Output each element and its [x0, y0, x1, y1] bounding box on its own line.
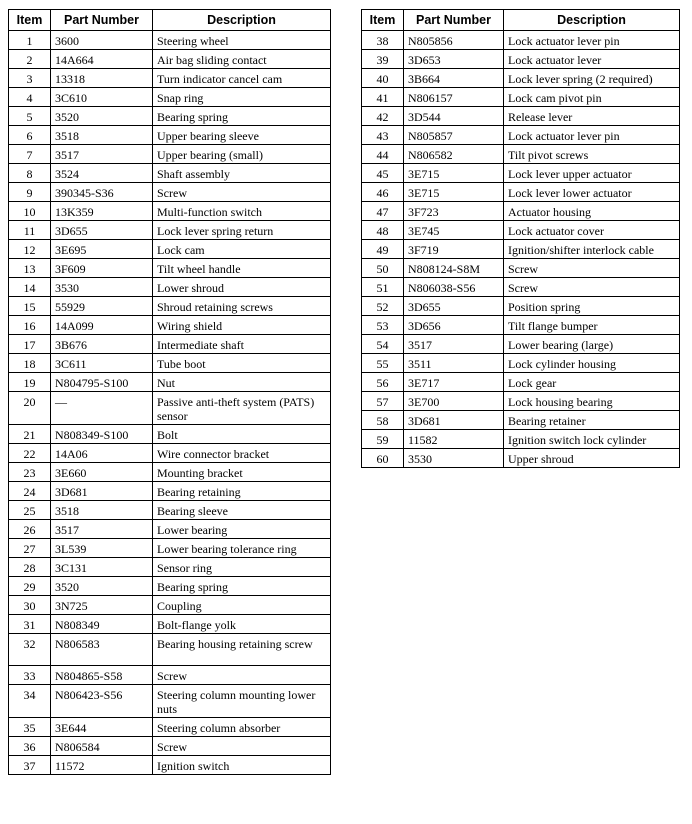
- item-number-cell: 37: [9, 756, 51, 775]
- header-description: Description: [153, 10, 331, 31]
- part-number-cell: 3E745: [404, 221, 504, 240]
- part-number-cell: N808124-S8M: [404, 259, 504, 278]
- description-cell: Lock cam pivot pin: [504, 88, 680, 107]
- item-number-cell: 49: [362, 240, 404, 259]
- description-cell: Intermediate shaft: [153, 335, 331, 354]
- part-number-cell: 13K359: [51, 202, 153, 221]
- description-cell: Lock actuator lever: [504, 50, 680, 69]
- part-number-cell: 3E695: [51, 240, 153, 259]
- part-number-cell: —: [51, 392, 153, 425]
- description-cell: Mounting bracket: [153, 463, 331, 482]
- parts-table-right: [361, 9, 680, 468]
- part-number-cell: 14A06: [51, 444, 153, 463]
- table-row: [9, 69, 331, 88]
- table-row: [362, 411, 680, 430]
- table-row: [362, 50, 680, 69]
- item-number-cell: 31: [9, 615, 51, 634]
- header-item: Item: [9, 10, 51, 31]
- table-row: [9, 335, 331, 354]
- table-row: [9, 425, 331, 444]
- description-cell: Wire connector bracket: [153, 444, 331, 463]
- description-cell: Screw: [153, 737, 331, 756]
- item-number-cell: 25: [9, 501, 51, 520]
- item-number-cell: 29: [9, 577, 51, 596]
- item-number-cell: 22: [9, 444, 51, 463]
- item-number-cell: 46: [362, 183, 404, 202]
- part-number-cell: 3D655: [404, 297, 504, 316]
- description-cell: Tilt wheel handle: [153, 259, 331, 278]
- part-number-cell: 3D656: [404, 316, 504, 335]
- description-cell: Passive anti-theft system (PATS) sensor: [153, 392, 331, 425]
- description-cell: Ignition switch lock cylinder: [504, 430, 680, 449]
- item-number-cell: 34: [9, 685, 51, 718]
- table-row: [9, 634, 331, 666]
- part-number-cell: 11572: [51, 756, 153, 775]
- part-number-cell: 3C131: [51, 558, 153, 577]
- part-number-cell: 14A664: [51, 50, 153, 69]
- description-cell: Lock actuator lever pin: [504, 126, 680, 145]
- part-number-cell: 3517: [51, 145, 153, 164]
- description-cell: Lock actuator lever pin: [504, 31, 680, 50]
- item-number-cell: 42: [362, 107, 404, 126]
- description-cell: Wiring shield: [153, 316, 331, 335]
- description-cell: Lock lever upper actuator: [504, 164, 680, 183]
- item-number-cell: 18: [9, 354, 51, 373]
- table-row: [9, 183, 331, 202]
- description-cell: Screw: [153, 666, 331, 685]
- description-cell: Multi-function switch: [153, 202, 331, 221]
- table-row: [362, 240, 680, 259]
- item-number-cell: 3: [9, 69, 51, 88]
- part-number-cell: N808349: [51, 615, 153, 634]
- table-row: [9, 297, 331, 316]
- item-number-cell: 40: [362, 69, 404, 88]
- item-number-cell: 38: [362, 31, 404, 50]
- item-number-cell: 50: [362, 259, 404, 278]
- header-row: [362, 10, 680, 31]
- table-row: [9, 666, 331, 685]
- table-row: [9, 482, 331, 501]
- part-number-cell: 3511: [404, 354, 504, 373]
- table-row: [9, 31, 331, 50]
- part-number-cell: 14A099: [51, 316, 153, 335]
- item-number-cell: 28: [9, 558, 51, 577]
- table-row: [362, 430, 680, 449]
- description-cell: Actuator housing: [504, 202, 680, 221]
- item-number-cell: 11: [9, 221, 51, 240]
- table-row: [9, 221, 331, 240]
- description-cell: Lock cam: [153, 240, 331, 259]
- description-cell: Release lever: [504, 107, 680, 126]
- table-row: [9, 316, 331, 335]
- part-number-cell: 390345-S36: [51, 183, 153, 202]
- table-row: [362, 88, 680, 107]
- item-number-cell: 53: [362, 316, 404, 335]
- part-number-cell: N806583: [51, 634, 153, 666]
- item-number-cell: 39: [362, 50, 404, 69]
- part-number-cell: 3530: [404, 449, 504, 468]
- part-number-cell: 3E715: [404, 183, 504, 202]
- item-number-cell: 15: [9, 297, 51, 316]
- description-cell: Lock lever lower actuator: [504, 183, 680, 202]
- table-row: [9, 558, 331, 577]
- table-row: [9, 520, 331, 539]
- part-number-cell: 3N725: [51, 596, 153, 615]
- table-row: [9, 444, 331, 463]
- item-number-cell: 24: [9, 482, 51, 501]
- item-number-cell: 47: [362, 202, 404, 221]
- item-number-cell: 2: [9, 50, 51, 69]
- description-cell: Screw: [504, 259, 680, 278]
- description-cell: Upper bearing sleeve: [153, 126, 331, 145]
- part-number-cell: 3D544: [404, 107, 504, 126]
- part-number-cell: N806584: [51, 737, 153, 756]
- description-cell: Coupling: [153, 596, 331, 615]
- part-number-cell: 3L539: [51, 539, 153, 558]
- part-number-cell: 3C611: [51, 354, 153, 373]
- item-number-cell: 32: [9, 634, 51, 666]
- table-row: [9, 164, 331, 183]
- description-cell: Nut: [153, 373, 331, 392]
- header-item: Item: [362, 10, 404, 31]
- part-number-cell: 3D681: [404, 411, 504, 430]
- table-row: [9, 278, 331, 297]
- part-number-cell: N804865-S58: [51, 666, 153, 685]
- description-cell: Bearing retainer: [504, 411, 680, 430]
- description-cell: Lower bearing (large): [504, 335, 680, 354]
- table-row: [362, 278, 680, 297]
- table-row: [9, 577, 331, 596]
- table-row: [9, 596, 331, 615]
- table-row: [9, 463, 331, 482]
- item-number-cell: 55: [362, 354, 404, 373]
- part-number-cell: 3520: [51, 107, 153, 126]
- item-number-cell: 6: [9, 126, 51, 145]
- item-number-cell: 13: [9, 259, 51, 278]
- item-number-cell: 16: [9, 316, 51, 335]
- description-cell: Sensor ring: [153, 558, 331, 577]
- item-number-cell: 59: [362, 430, 404, 449]
- part-number-cell: 3B676: [51, 335, 153, 354]
- table-row: [362, 259, 680, 278]
- item-number-cell: 57: [362, 392, 404, 411]
- item-number-cell: 17: [9, 335, 51, 354]
- part-number-cell: 3518: [51, 501, 153, 520]
- item-number-cell: 30: [9, 596, 51, 615]
- description-cell: Lock actuator cover: [504, 221, 680, 240]
- part-number-cell: 3F609: [51, 259, 153, 278]
- description-cell: Bolt-flange yolk: [153, 615, 331, 634]
- description-cell: Ignition switch: [153, 756, 331, 775]
- part-number-cell: 3517: [404, 335, 504, 354]
- description-cell: Upper shroud: [504, 449, 680, 468]
- part-number-cell: 3E715: [404, 164, 504, 183]
- description-cell: Ignition/shifter interlock cable: [504, 240, 680, 259]
- part-number-cell: N804795-S100: [51, 373, 153, 392]
- item-number-cell: 51: [362, 278, 404, 297]
- table-row: [9, 392, 331, 425]
- part-number-cell: N806582: [404, 145, 504, 164]
- item-number-cell: 9: [9, 183, 51, 202]
- part-number-cell: 3520: [51, 577, 153, 596]
- part-number-cell: 3E717: [404, 373, 504, 392]
- parts-table-left: [8, 9, 331, 775]
- description-cell: Lower bearing: [153, 520, 331, 539]
- table-row: [362, 183, 680, 202]
- item-number-cell: 58: [362, 411, 404, 430]
- table-row: [9, 539, 331, 558]
- table-row: [362, 164, 680, 183]
- header-row: [9, 10, 331, 31]
- description-cell: Position spring: [504, 297, 680, 316]
- part-number-cell: N805857: [404, 126, 504, 145]
- part-number-cell: N808349-S100: [51, 425, 153, 444]
- item-number-cell: 23: [9, 463, 51, 482]
- description-cell: Tilt flange bumper: [504, 316, 680, 335]
- table-row: [362, 335, 680, 354]
- table-row: [362, 221, 680, 240]
- table-row: [362, 354, 680, 373]
- item-number-cell: 43: [362, 126, 404, 145]
- part-number-cell: 3B664: [404, 69, 504, 88]
- description-cell: Screw: [153, 183, 331, 202]
- description-cell: Steering column absorber: [153, 718, 331, 737]
- item-number-cell: 10: [9, 202, 51, 221]
- table-row: [362, 69, 680, 88]
- table-row: [9, 718, 331, 737]
- item-number-cell: 19: [9, 373, 51, 392]
- table-row: [9, 501, 331, 520]
- description-cell: Steering column mounting lower nuts: [153, 685, 331, 718]
- table-row: [362, 145, 680, 164]
- description-cell: Upper bearing (small): [153, 145, 331, 164]
- item-number-cell: 56: [362, 373, 404, 392]
- table-row: [9, 737, 331, 756]
- description-cell: Tube boot: [153, 354, 331, 373]
- parts-rows-left: [9, 31, 331, 775]
- part-number-cell: 3518: [51, 126, 153, 145]
- table-row: [9, 145, 331, 164]
- part-number-cell: 13318: [51, 69, 153, 88]
- item-number-cell: 20: [9, 392, 51, 425]
- header-part-number: Part Number: [51, 10, 153, 31]
- part-number-cell: 3D681: [51, 482, 153, 501]
- part-number-cell: 3600: [51, 31, 153, 50]
- item-number-cell: 35: [9, 718, 51, 737]
- description-cell: Turn indicator cancel cam: [153, 69, 331, 88]
- table-row: [9, 615, 331, 634]
- item-number-cell: 21: [9, 425, 51, 444]
- description-cell: Steering wheel: [153, 31, 331, 50]
- description-cell: Snap ring: [153, 88, 331, 107]
- part-number-cell: 3E700: [404, 392, 504, 411]
- item-number-cell: 60: [362, 449, 404, 468]
- description-cell: Bolt: [153, 425, 331, 444]
- part-number-cell: 3D655: [51, 221, 153, 240]
- table-row: [362, 316, 680, 335]
- description-cell: Lock lever spring (2 required): [504, 69, 680, 88]
- part-number-cell: 3D653: [404, 50, 504, 69]
- part-number-cell: 3F723: [404, 202, 504, 221]
- description-cell: Tilt pivot screws: [504, 145, 680, 164]
- table-row: [362, 373, 680, 392]
- item-number-cell: 1: [9, 31, 51, 50]
- description-cell: Bearing sleeve: [153, 501, 331, 520]
- table-row: [9, 107, 331, 126]
- part-number-cell: 3E644: [51, 718, 153, 737]
- part-number-cell: 3C610: [51, 88, 153, 107]
- part-number-cell: N806423-S56: [51, 685, 153, 718]
- description-cell: Bearing spring: [153, 107, 331, 126]
- description-cell: Bearing housing retaining screw: [153, 634, 331, 666]
- item-number-cell: 27: [9, 539, 51, 558]
- item-number-cell: 14: [9, 278, 51, 297]
- description-cell: Shroud retaining screws: [153, 297, 331, 316]
- description-cell: Lock gear: [504, 373, 680, 392]
- table-row: [362, 107, 680, 126]
- table-row: [9, 756, 331, 775]
- table-row: [362, 126, 680, 145]
- part-number-cell: 55929: [51, 297, 153, 316]
- item-number-cell: 7: [9, 145, 51, 164]
- description-cell: Shaft assembly: [153, 164, 331, 183]
- part-number-cell: 3F719: [404, 240, 504, 259]
- item-number-cell: 26: [9, 520, 51, 539]
- table-row: [362, 392, 680, 411]
- item-number-cell: 41: [362, 88, 404, 107]
- item-number-cell: 52: [362, 297, 404, 316]
- table-row: [9, 126, 331, 145]
- description-cell: Screw: [504, 278, 680, 297]
- description-cell: Air bag sliding contact: [153, 50, 331, 69]
- table-row: [9, 50, 331, 69]
- item-number-cell: 33: [9, 666, 51, 685]
- item-number-cell: 54: [362, 335, 404, 354]
- table-row: [9, 259, 331, 278]
- item-number-cell: 36: [9, 737, 51, 756]
- item-number-cell: 12: [9, 240, 51, 259]
- table-row: [9, 202, 331, 221]
- part-number-cell: 3530: [51, 278, 153, 297]
- item-number-cell: 5: [9, 107, 51, 126]
- item-number-cell: 44: [362, 145, 404, 164]
- part-number-cell: 3517: [51, 520, 153, 539]
- description-cell: Bearing retaining: [153, 482, 331, 501]
- description-cell: Lower bearing tolerance ring: [153, 539, 331, 558]
- table-row: [362, 31, 680, 50]
- parts-rows-right: [362, 31, 680, 468]
- table-row: [362, 297, 680, 316]
- header-description: Description: [504, 10, 680, 31]
- table-row: [362, 202, 680, 221]
- part-number-cell: 3524: [51, 164, 153, 183]
- table-row: [362, 449, 680, 468]
- part-number-cell: 3E660: [51, 463, 153, 482]
- description-cell: Lock cylinder housing: [504, 354, 680, 373]
- part-number-cell: 11582: [404, 430, 504, 449]
- part-number-cell: N806038-S56: [404, 278, 504, 297]
- header-part-number: Part Number: [404, 10, 504, 31]
- item-number-cell: 45: [362, 164, 404, 183]
- table-row: [9, 88, 331, 107]
- item-number-cell: 48: [362, 221, 404, 240]
- description-cell: Bearing spring: [153, 577, 331, 596]
- description-cell: Lower shroud: [153, 278, 331, 297]
- description-cell: Lock housing bearing: [504, 392, 680, 411]
- item-number-cell: 8: [9, 164, 51, 183]
- item-number-cell: 4: [9, 88, 51, 107]
- description-cell: Lock lever spring return: [153, 221, 331, 240]
- table-row: [9, 354, 331, 373]
- table-row: [9, 685, 331, 718]
- table-row: [9, 373, 331, 392]
- part-number-cell: N806157: [404, 88, 504, 107]
- part-number-cell: N805856: [404, 31, 504, 50]
- table-row: [9, 240, 331, 259]
